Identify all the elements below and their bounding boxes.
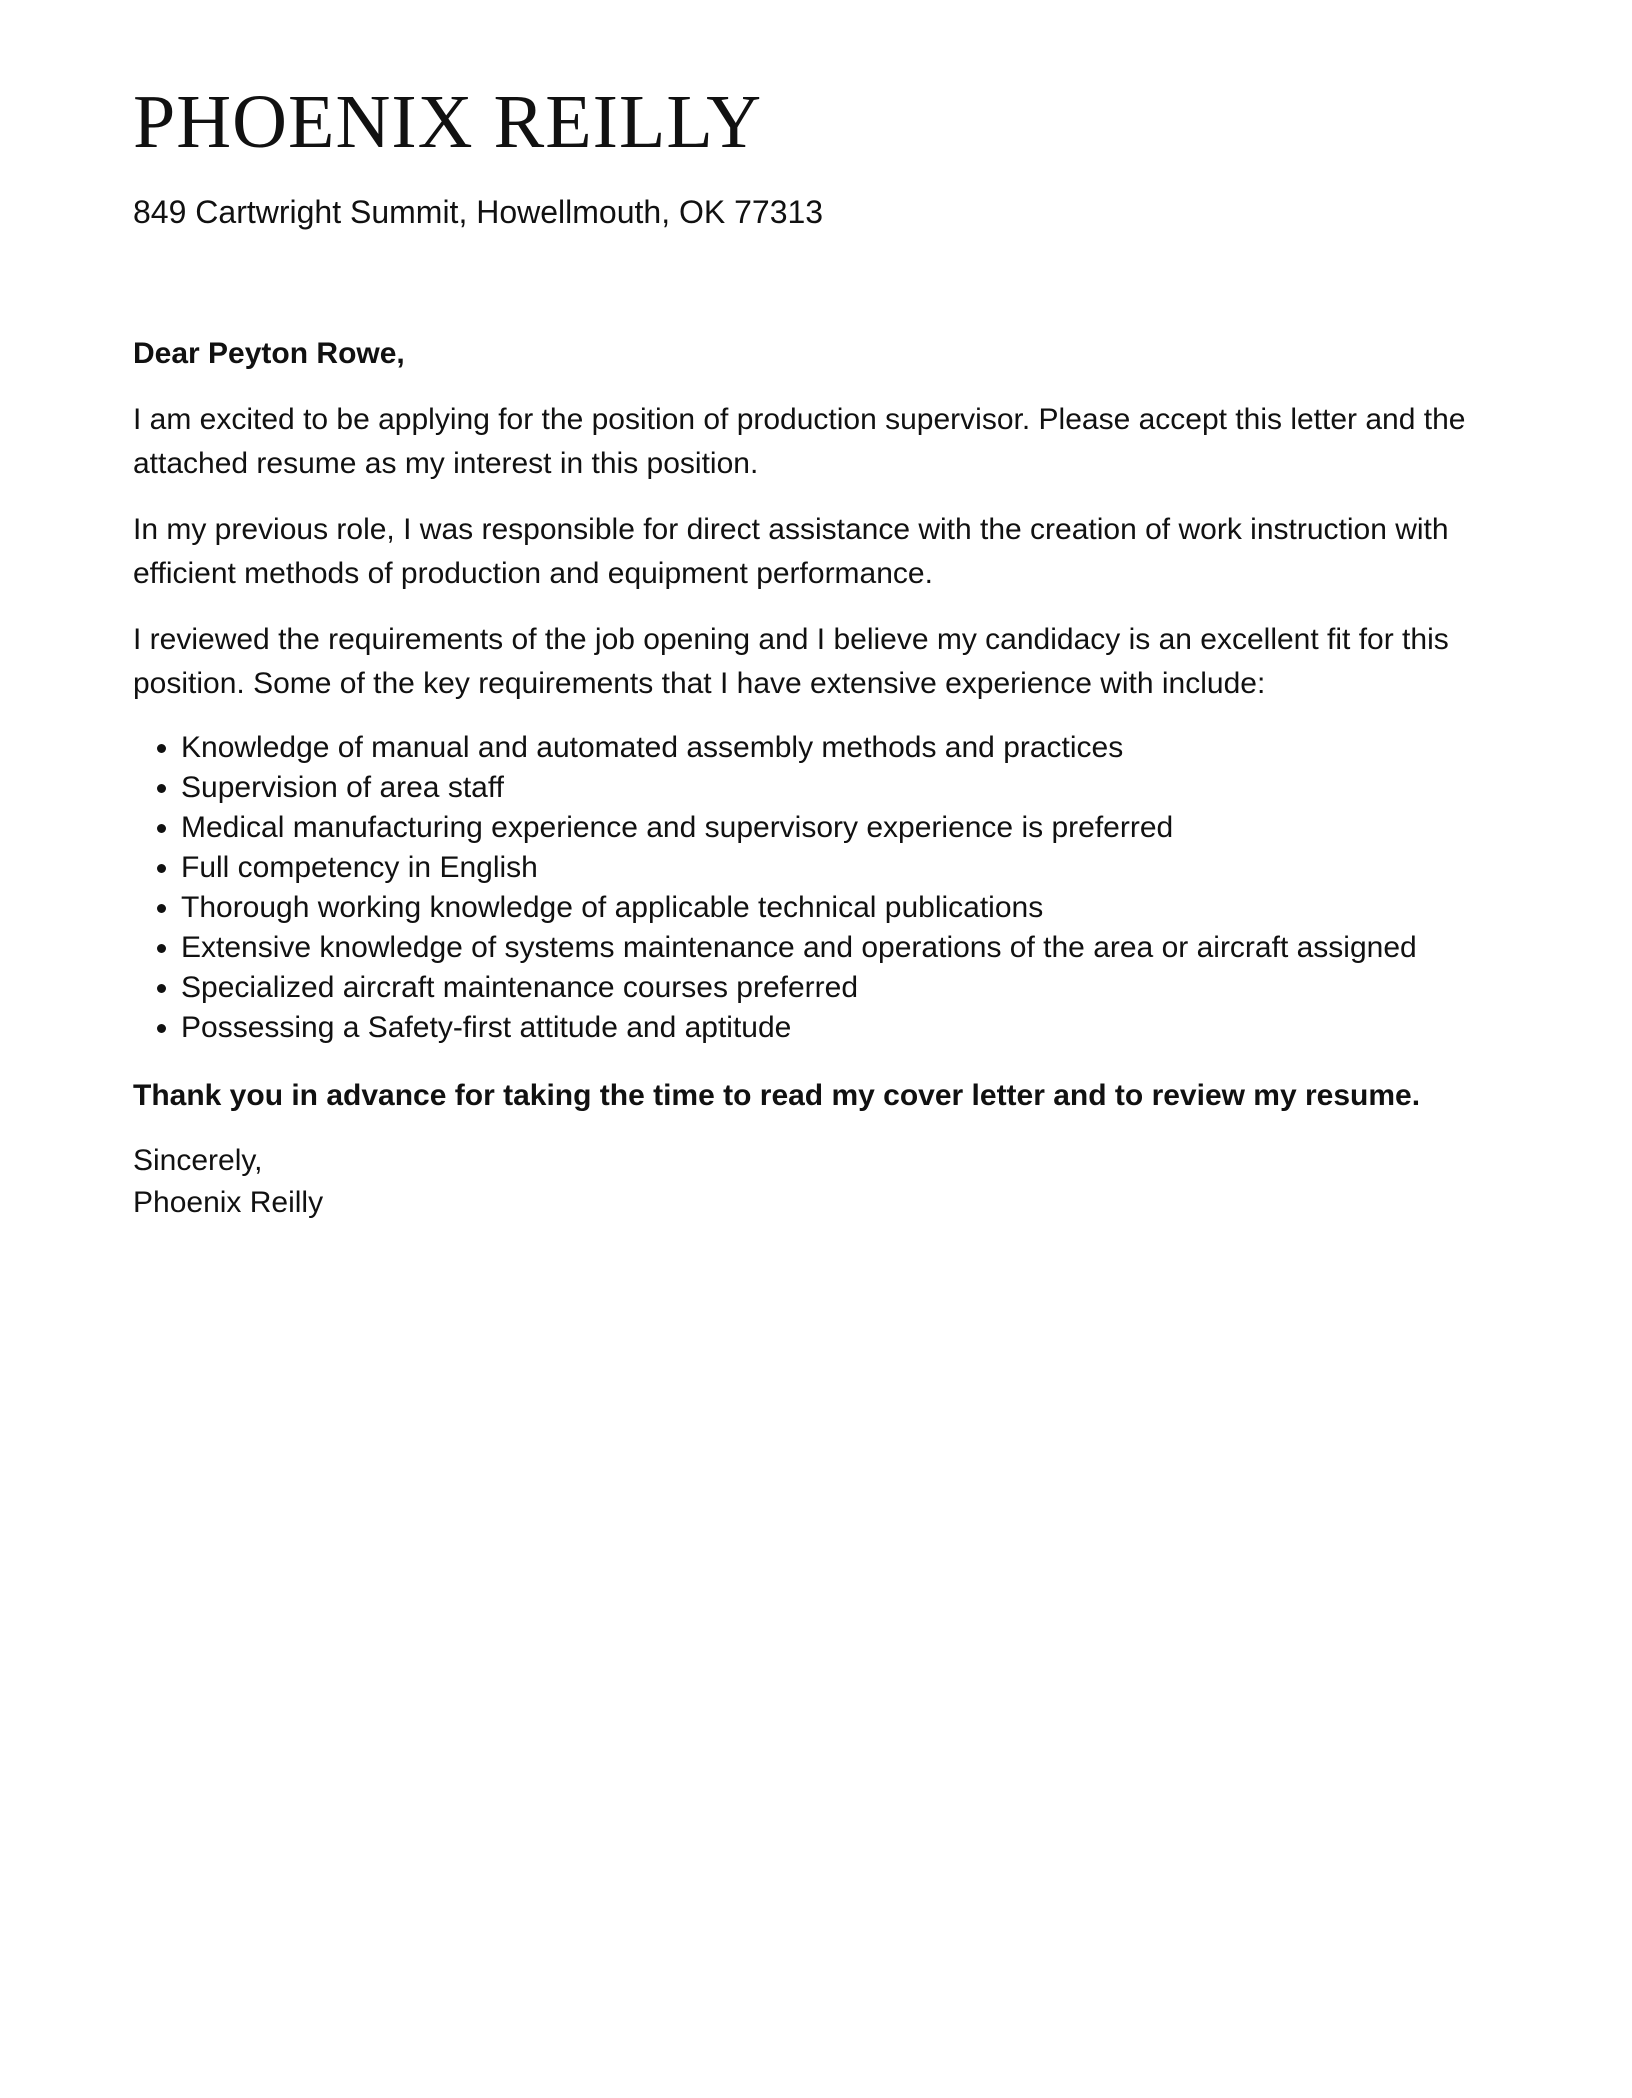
applicant-name: PHOENIX REILLY: [133, 80, 763, 164]
paragraph-previous-role: In my previous role, I was responsible for direct assistance with the creation of work instruction with efficient methods of production and equipment performance.: [133, 513, 1449, 590]
list-item: • Thorough working knowledge of applicable technical publications: [181, 888, 1503, 928]
letter-body: [133, 332, 1503, 1224]
paragraph-intro: I am excited to be applying for the position of production supervisor. Please accept this letter and the attached resume as my interest in this position.: [133, 403, 1466, 480]
list-item: • Supervision of area staff: [181, 768, 1503, 808]
signature-name: Phoenix Reilly: [133, 1186, 324, 1219]
list-item: • Knowledge of manual and automated assembly methods and practices: [181, 728, 1503, 768]
list-item: • Medical manufacturing experience and supervisory experience is preferred: [181, 808, 1503, 848]
list-item: • Specialized aircraft maintenance courses preferred: [181, 968, 1503, 1008]
requirements-list: [133, 728, 1503, 1048]
closing-statement: Thank you in advance for taking the time to read my cover letter and to review my resume.: [133, 1079, 1421, 1112]
list-item: • Extensive knowledge of systems maintenance and operations of the area or aircraft assigned: [181, 928, 1503, 968]
list-item: • Full competency in English: [181, 848, 1503, 888]
salutation: Dear Peyton Rowe,: [133, 337, 405, 370]
list-item: • Possessing a Safety-first attitude and aptitude: [181, 1008, 1503, 1048]
paragraph-requirements-intro: I reviewed the requirements of the job opening and I believe my candidacy is an excellent fit for this position. Some of the key requirements that I have extensive experience with include:: [133, 623, 1449, 700]
applicant-address: 849 Cartwright Summit, Howellmouth, OK 77313: [133, 194, 824, 230]
signoff: Sincerely,: [133, 1144, 263, 1177]
